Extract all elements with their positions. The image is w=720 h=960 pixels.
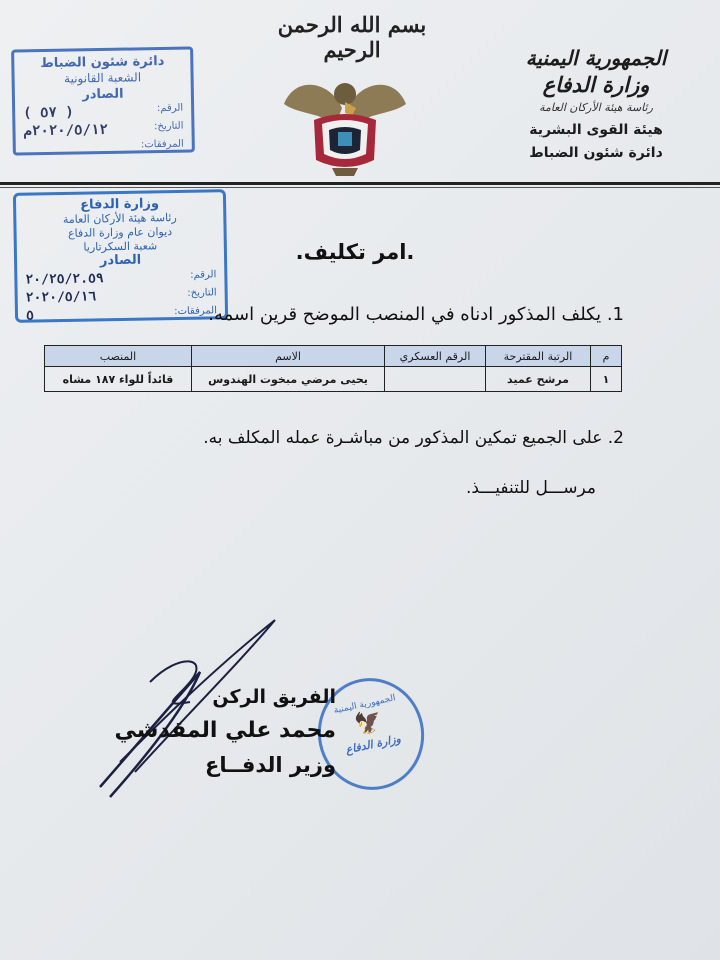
- header-cell: م: [591, 346, 622, 367]
- paragraph-2: 2. على الجميع تمكين المذكور من مباشـرة عمله المكلف به.: [203, 428, 624, 448]
- stamp-line: رئاسة هيئة الأركان العامة: [62, 211, 177, 226]
- stamp-attachments-row: [26, 305, 217, 323]
- stamp-line: الصادر: [82, 86, 124, 103]
- seal-bottom-text: وزارة الدفاع: [344, 732, 402, 757]
- header-cell: الرقم العسكري: [385, 346, 486, 367]
- department-name: دائرة شئون الضباط: [529, 145, 663, 161]
- stamp-line: دائرة شئون الضباط: [40, 53, 165, 72]
- stamp-handwritten-date: ٢٠٢٠/٥/١٦: [25, 289, 97, 306]
- table-header-row: [45, 346, 622, 367]
- document-title: .امر تكليف.: [295, 240, 415, 264]
- dispatch-line: مرســـل للتنفيـــذ.: [465, 478, 596, 498]
- stamp-line: الصادر: [99, 252, 142, 269]
- stamp-handwritten-number: ٢٠/٢٥/٢.٥٩: [25, 271, 104, 288]
- stamp-label: التاريخ:: [154, 120, 184, 133]
- basmala-heading: بسم الله الرحمن الرحيم: [277, 12, 427, 62]
- stamp-handwritten-attachments: ٥: [25, 308, 34, 324]
- header-cell: الاسم: [192, 346, 385, 367]
- table-cell: [385, 367, 486, 392]
- ministry-name: وزارة الدفاع: [542, 72, 650, 97]
- stamp-number-row: [23, 103, 183, 122]
- stamp-line: ديوان عام وزارة الدفاع: [67, 225, 173, 240]
- header-divider-thick: [0, 182, 720, 185]
- authority-name: هيئة القوى البشرية: [529, 122, 663, 138]
- stamp-label: المرفقات:: [174, 305, 218, 318]
- seal-top-text: الجمهورية اليمنية: [332, 693, 397, 717]
- letterhead-right: [486, 46, 706, 161]
- signer-name: محمد علي المقدشي: [114, 718, 336, 743]
- republic-name: الجمهورية اليمنية: [525, 46, 667, 70]
- assignment-table: [44, 345, 622, 392]
- stamp-label: الرقم:: [156, 102, 184, 115]
- signer-position: وزير الدفــاع: [205, 753, 336, 777]
- table-cell: ١: [591, 367, 622, 392]
- table-cell: يحيى مرضي مبخوت الهندوس: [192, 367, 385, 392]
- stamp-handwritten-number: ( ٥٧ ): [23, 104, 74, 122]
- table-row: [45, 367, 622, 392]
- header-cell: المنصب: [45, 346, 192, 367]
- stamp-label: التاريخ:: [187, 287, 217, 299]
- stamp-handwritten-date: ٢٠٢٠/٥/١٢م: [23, 121, 108, 140]
- table-cell: قائداً للواء ١٨٧ مشاه: [45, 367, 192, 392]
- stamp-label: المرفقات:: [140, 138, 184, 151]
- stamp-date-row: [26, 287, 217, 305]
- presidency-name: رئاسة هيئة الأركان العامة: [539, 101, 653, 114]
- stamp-number-row: [25, 269, 216, 287]
- stamp-line: شعبة السكرتاريا: [83, 239, 158, 254]
- stamp-label: الرقم:: [190, 269, 217, 281]
- header-cell: الرتبة المقترحة: [486, 346, 591, 367]
- stamp-date-row: [23, 121, 183, 140]
- stamp-line: وزارة الدفاع: [80, 196, 160, 213]
- table-cell: مرشح عميد: [486, 367, 591, 392]
- yemen-eagle-emblem: [276, 64, 414, 182]
- secretariat-stamp: [13, 189, 228, 323]
- paragraph-1: 1. يكلف المذكور ادناه في المنصب الموضح قرين اسمه.: [208, 304, 624, 325]
- signature-block: [96, 686, 336, 777]
- header-divider-thin: [0, 187, 720, 188]
- seal-eagle-icon: 🦅: [352, 708, 385, 739]
- stamp-line: الشعبة القانونية: [63, 70, 142, 86]
- stamp-attachments-row: [24, 139, 184, 153]
- outgoing-stamp: [11, 46, 195, 155]
- signer-rank: الفريق الركن: [212, 686, 336, 708]
